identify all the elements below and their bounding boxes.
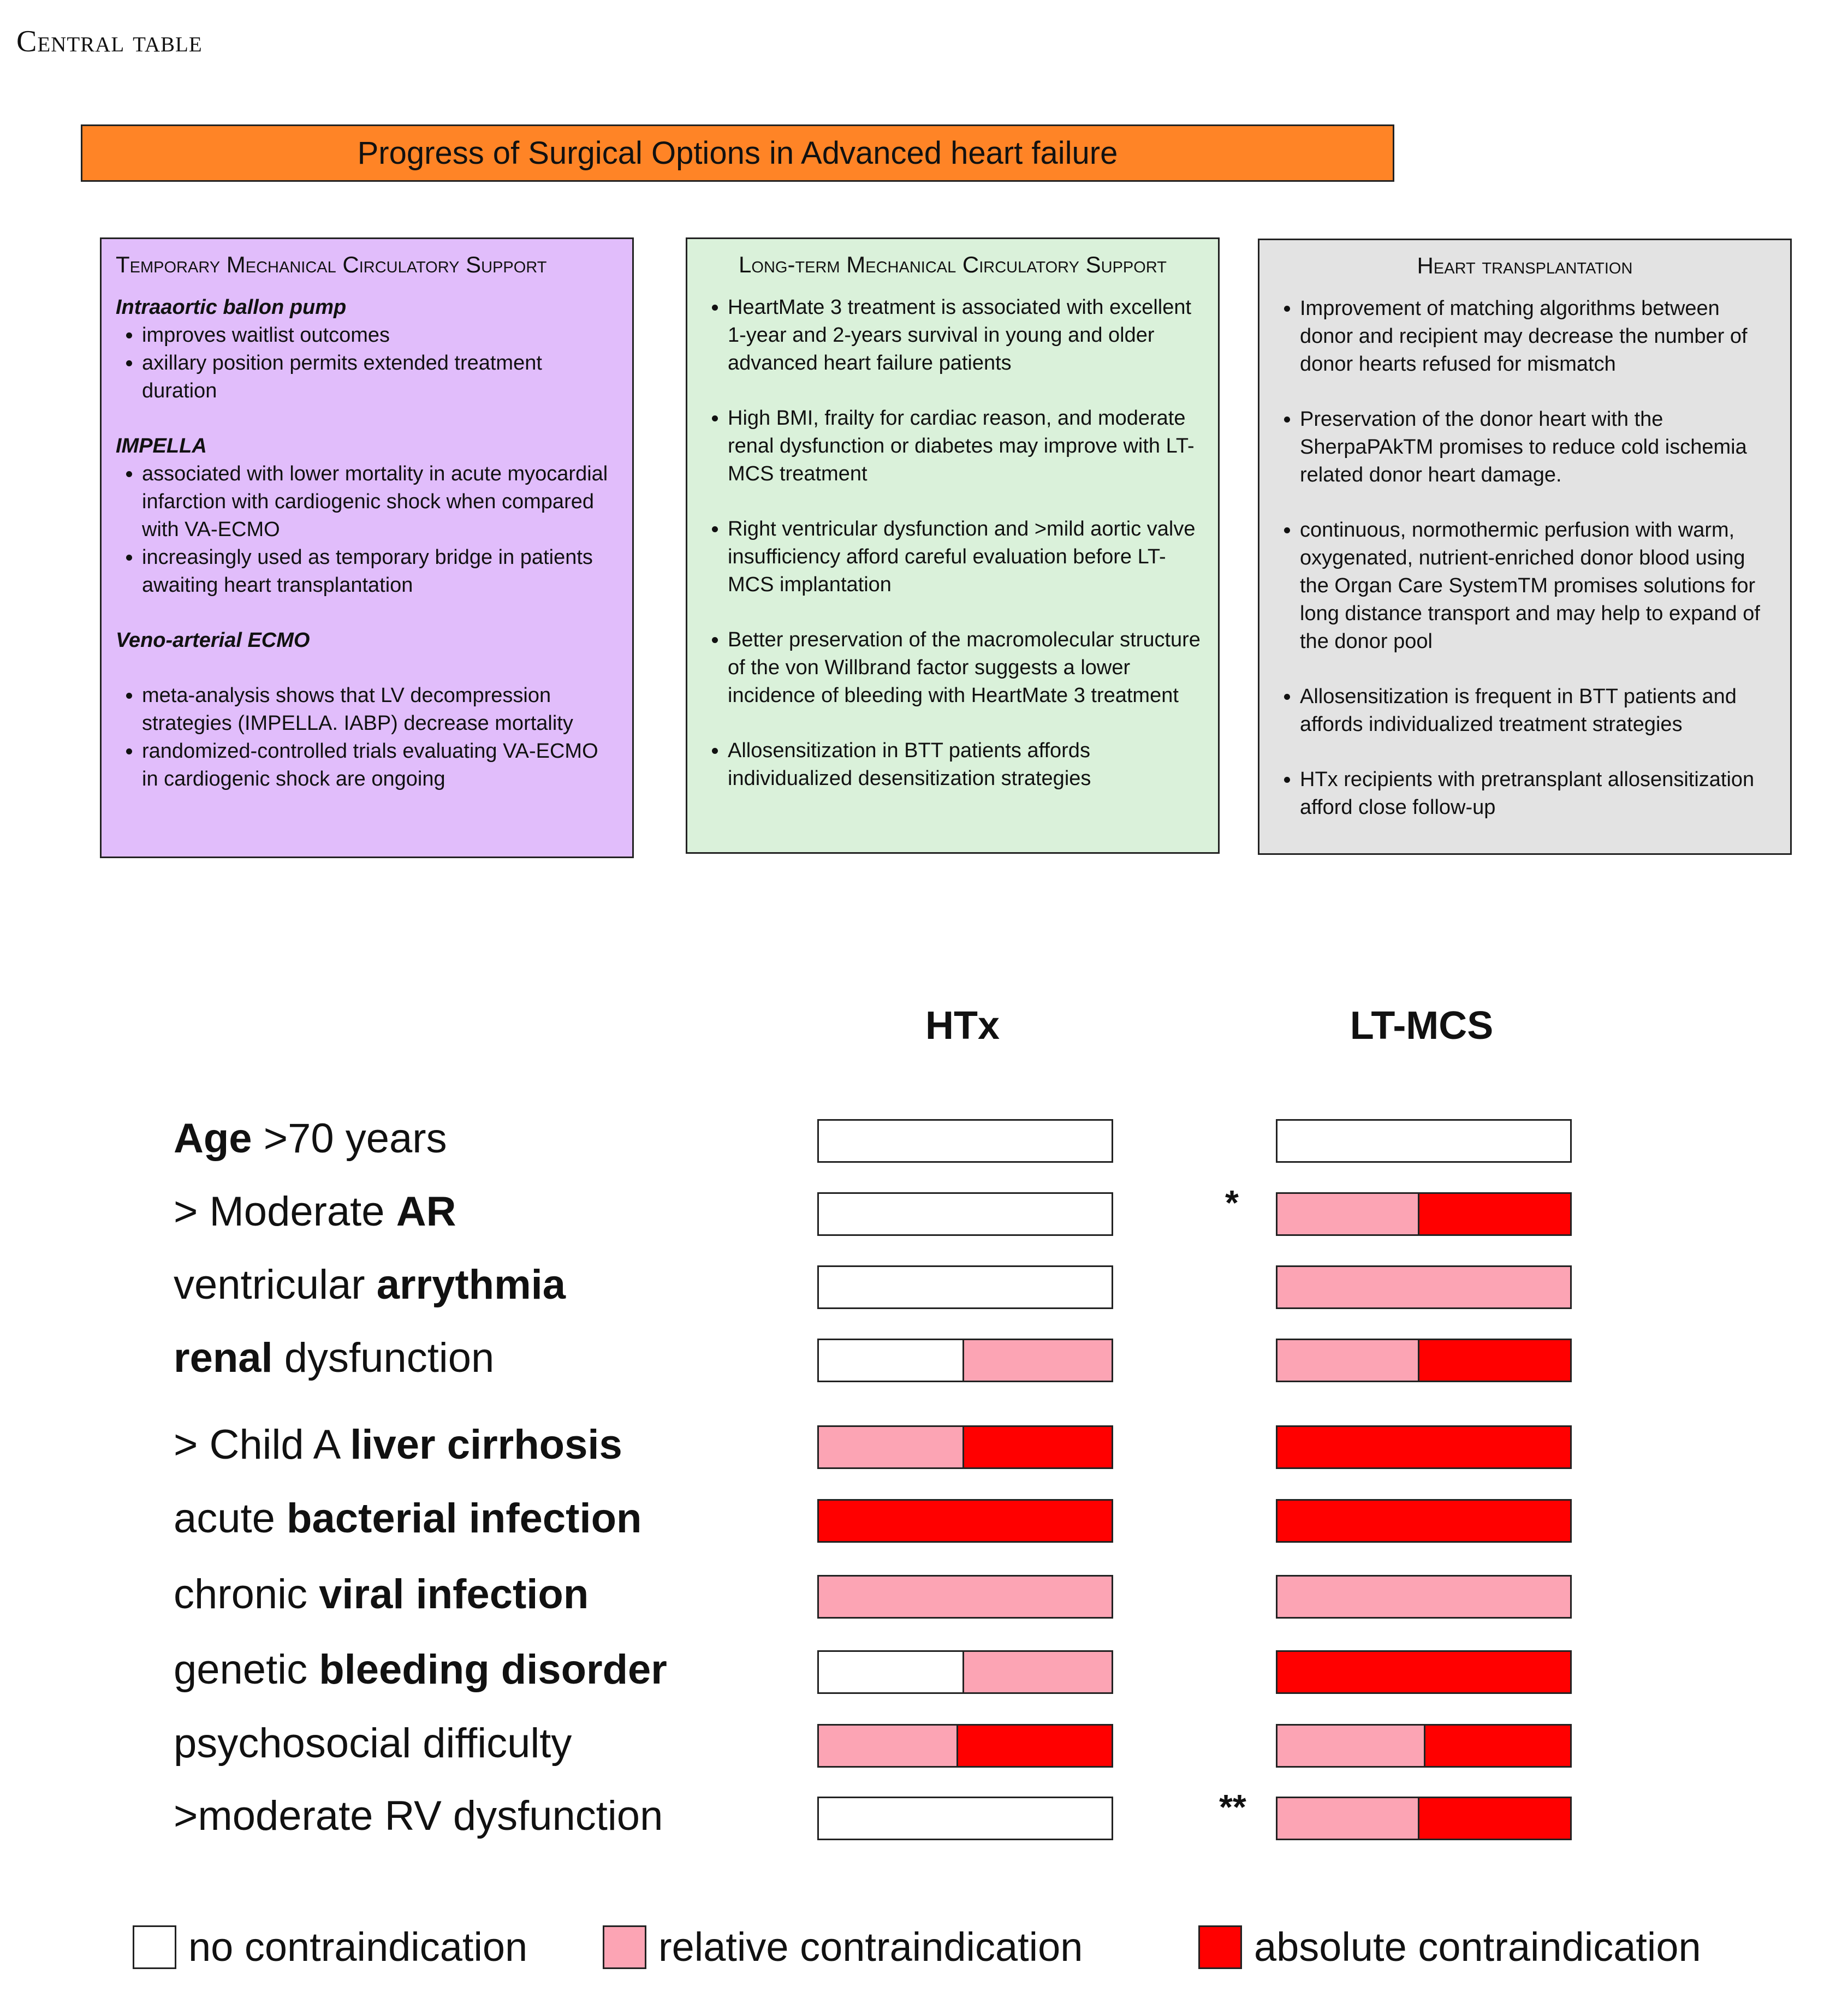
panel-long-term-mcs — [686, 237, 1220, 854]
column-header-htx: HTx — [925, 1004, 1000, 1048]
list-item: • associated with lower mortality in acute myocardial infarction with cardiogenic shock when compared with VA-ECMO — [142, 460, 618, 544]
bar-segment-none — [819, 1194, 1112, 1234]
contraindication-bar-htx — [817, 1575, 1113, 1619]
bar-segment-absolute — [1277, 1427, 1570, 1467]
bar-segment-none — [819, 1267, 1112, 1307]
row-label — [174, 1571, 589, 1618]
legend-label: no contraindication — [188, 1924, 528, 1970]
bar-segment-none — [819, 1652, 962, 1692]
contraindication-bar-ltmcs — [1276, 1265, 1572, 1309]
subheading-impella: IMPELLA — [116, 435, 207, 457]
list-htx — [1274, 295, 1776, 822]
list-item: • meta-analysis shows that LV decompression strategies (IMPELLA. IABP) decrease mortality — [142, 682, 618, 738]
contraindication-bar-ltmcs — [1276, 1650, 1572, 1694]
page-title: Central table — [16, 25, 203, 58]
list-item: • Allosensitization in BTT patients affords individualized desensitization strategies — [728, 737, 1204, 793]
contraindication-bar-htx — [817, 1265, 1113, 1309]
legend-absolute-contraindication — [1198, 1924, 1701, 1970]
panel-heading: Long-term Mechanical Circulatory Support — [739, 252, 1167, 277]
legend-relative-contraindication — [603, 1924, 1083, 1970]
list-item: • HTx recipients with pretransplant allosensitization afford close follow-up — [1300, 766, 1776, 822]
list-item: • Better preservation of the macromolecular structure of the von Willbrand factor suggests a lower incidence of bleeding with HeartMate 3 treatment — [728, 626, 1204, 710]
bar-segment-absolute — [1277, 1652, 1570, 1692]
bar-segment-none — [819, 1340, 962, 1381]
contraindication-bar-htx — [817, 1650, 1113, 1694]
bar-segment-relative — [1277, 1267, 1570, 1307]
contraindication-bar-htx — [817, 1724, 1113, 1768]
column-header-ltmcs: LT-MCS — [1350, 1004, 1494, 1048]
row-label-text: >70 years — [252, 1115, 447, 1162]
list-item: • improves waitlist outcomes — [142, 322, 618, 349]
bar-segment-absolute — [819, 1501, 1112, 1541]
list-item: • increasingly used as temporary bridge in patients awaiting heart transplantation — [142, 544, 618, 599]
bar-segment-absolute — [956, 1726, 1112, 1766]
contraindication-bar-htx — [817, 1797, 1113, 1840]
row-label-emphasis: renal — [174, 1335, 273, 1381]
panel-heart-transplantation — [1258, 239, 1792, 855]
row-label-text: chronic — [174, 1571, 319, 1618]
bar-segment-absolute — [1418, 1798, 1570, 1839]
bar-segment-relative — [1277, 1726, 1424, 1766]
row-label — [174, 1792, 663, 1840]
row-label-emphasis: AR — [396, 1188, 456, 1235]
list-item: • randomized-controlled trials evaluating VA-ECMO in cardiogenic shock are ongoing — [142, 738, 618, 793]
bar-segment-relative — [1277, 1577, 1570, 1617]
row-label — [174, 1421, 622, 1468]
row-label-text: > Child A — [174, 1422, 350, 1468]
list-item: • Allosensitization is frequent in BTT patients and affords individualized treatment strategies — [1300, 683, 1776, 739]
bar-segment-relative — [819, 1427, 962, 1467]
legend-swatch-none — [133, 1925, 176, 1969]
bar-segment-absolute — [1277, 1501, 1570, 1541]
panel-heading: Heart transplantation — [1417, 253, 1633, 278]
bar-segment-none — [1277, 1121, 1570, 1161]
list-ecmo — [116, 682, 618, 793]
bar-segment-relative — [819, 1577, 1112, 1617]
footnote-marker: * — [1225, 1183, 1239, 1222]
contraindication-bar-htx — [817, 1119, 1113, 1163]
contraindication-bar-ltmcs — [1276, 1575, 1572, 1619]
contraindication-bar-htx — [817, 1425, 1113, 1469]
contraindication-bar-htx — [817, 1192, 1113, 1236]
contraindication-bar-ltmcs — [1276, 1192, 1572, 1236]
row-label — [174, 1646, 667, 1693]
row-label-emphasis: bleeding disorder — [319, 1646, 667, 1693]
list-iabp — [116, 322, 618, 405]
row-label — [174, 1720, 572, 1767]
bar-segment-relative — [1277, 1340, 1418, 1381]
subheading-iabp: Intraaortic ballon pump — [116, 296, 347, 319]
bar-segment-relative — [819, 1726, 956, 1766]
contraindication-bar-ltmcs — [1276, 1724, 1572, 1768]
list-item: • Right ventricular dysfunction and >mild aortic valve insufficiency afford careful evaluation before LT-MCS implantation — [728, 515, 1204, 599]
contraindication-bar-ltmcs — [1276, 1119, 1572, 1163]
contraindication-bar-ltmcs — [1276, 1339, 1572, 1382]
contraindication-bar-htx — [817, 1499, 1113, 1543]
subheading-ecmo: Veno-arterial ECMO — [116, 629, 310, 652]
row-label-text: acute — [174, 1495, 287, 1542]
row-label — [174, 1495, 641, 1542]
bar-segment-absolute — [1418, 1194, 1570, 1234]
row-label-emphasis: liver cirrhosis — [350, 1422, 622, 1468]
list-item: • HeartMate 3 treatment is associated with excellent 1-year and 2-years survival in young and older advanced heart failure patients — [728, 294, 1204, 377]
legend-label: absolute contraindication — [1254, 1924, 1701, 1970]
bar-segment-absolute — [962, 1427, 1112, 1467]
legend-swatch-relative — [603, 1925, 646, 1969]
panel-heading: Temporary Mechanical Circulatory Support — [116, 252, 547, 277]
row-label-emphasis: arrythmia — [376, 1262, 566, 1308]
bar-segment-relative — [1277, 1798, 1418, 1839]
bar-segment-none — [819, 1798, 1112, 1839]
contraindication-bar-ltmcs — [1276, 1797, 1572, 1840]
footnote-marker: ** — [1219, 1787, 1246, 1827]
contraindication-bar-ltmcs — [1276, 1499, 1572, 1543]
legend-no-contraindication — [133, 1924, 527, 1970]
bar-segment-absolute — [1424, 1726, 1570, 1766]
row-label-text: ventricular — [174, 1262, 377, 1308]
row-label — [174, 1115, 447, 1162]
bar-segment-relative — [1277, 1194, 1418, 1234]
row-label-text: psychosocial difficulty — [174, 1720, 572, 1767]
contraindication-bar-htx — [817, 1339, 1113, 1382]
bar-segment-absolute — [1418, 1340, 1570, 1381]
bar-segment-relative — [962, 1652, 1112, 1692]
contraindication-bar-ltmcs — [1276, 1425, 1572, 1469]
row-label-text: > Moderate — [174, 1188, 396, 1235]
list-item: • High BMI, frailty for cardiac reason, and moderate renal dysfunction or diabetes may improve with LT-MCS treatment — [728, 405, 1204, 488]
list-item: • axillary position permits extended treatment duration — [142, 349, 618, 405]
row-label — [174, 1188, 456, 1235]
banner-title: Progress of Surgical Options in Advanced heart failure — [81, 124, 1394, 182]
list-item: • continuous, normothermic perfusion with warm, oxygenated, nutrient-enriched donor blood using the Organ Care SystemTM promises solutions for long distance transport and may help to expand of the donor pool — [1300, 516, 1776, 656]
row-label-text: >moderate RV dysfunction — [174, 1793, 663, 1839]
row-label-emphasis: bacterial infection — [287, 1495, 642, 1542]
legend-label: relative contraindication — [658, 1924, 1083, 1970]
row-label-emphasis: viral infection — [319, 1571, 589, 1618]
list-impella — [116, 460, 618, 599]
list-item: • Preservation of the donor heart with the SherpaPAkTM promises to reduce cold ischemia related donor heart damage. — [1300, 406, 1776, 489]
row-label-text: genetic — [174, 1646, 319, 1693]
legend-swatch-absolute — [1198, 1925, 1242, 1969]
row-label-text: dysfunction — [272, 1335, 495, 1381]
row-label-emphasis: Age — [174, 1115, 252, 1162]
row-label — [174, 1261, 566, 1309]
row-label — [174, 1334, 494, 1382]
bar-segment-none — [819, 1121, 1112, 1161]
list-item: • Improvement of matching algorithms between donor and recipient may decrease the number of donor hearts refused for mismatch — [1300, 295, 1776, 378]
bar-segment-relative — [962, 1340, 1112, 1381]
panel-temporary-mcs — [100, 237, 634, 858]
list-ltmcs — [702, 294, 1204, 793]
